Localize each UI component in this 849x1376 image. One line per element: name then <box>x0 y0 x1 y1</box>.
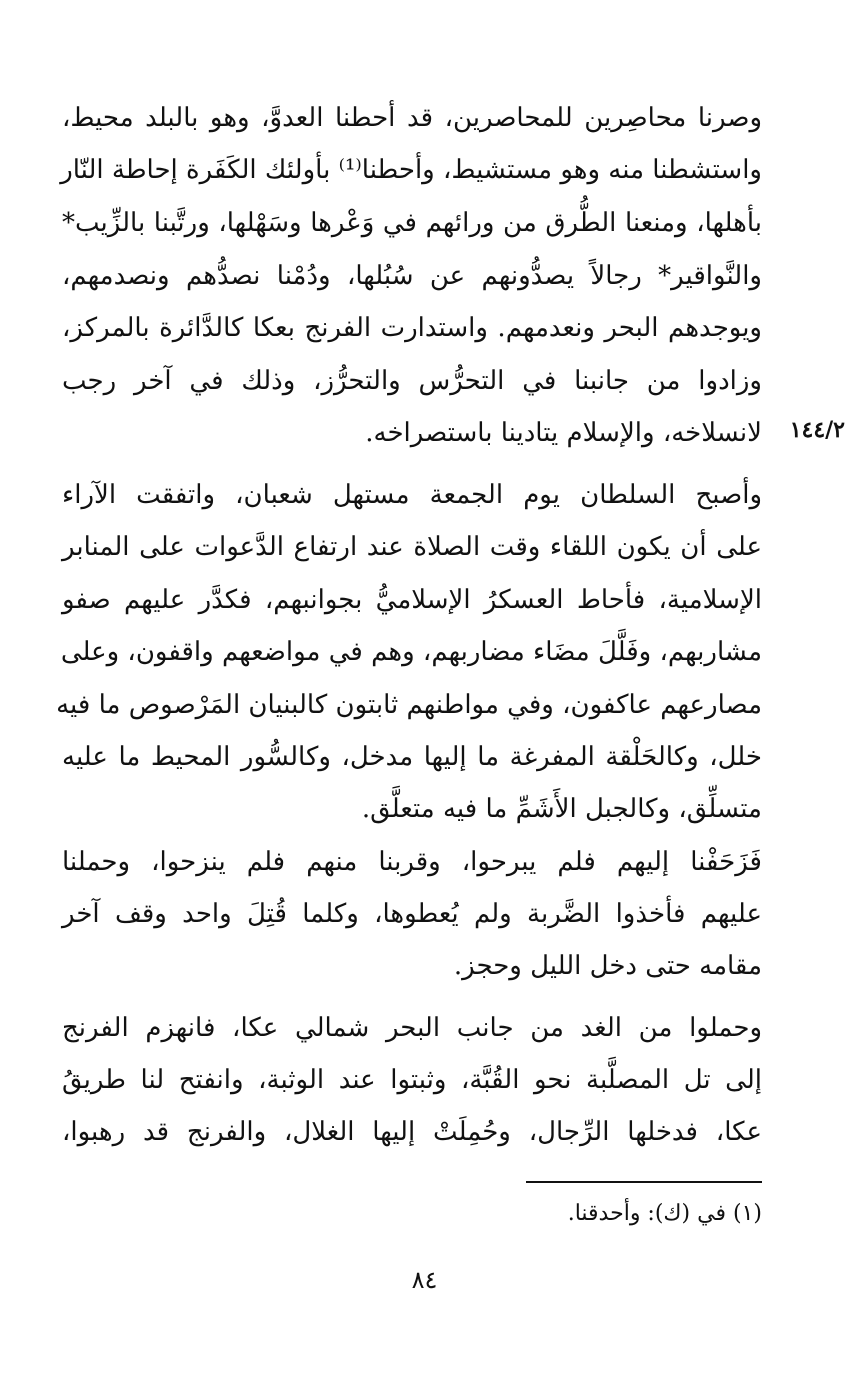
text-line: بأهلها، ومنعنا الطُّرق من ورائهم في وَعْرها وسَهْلها، ورتَّبنا بالزِّيب* <box>62 208 762 238</box>
text-line: ويوجدهم البحر ونعدمهم. واستدارت الفرنج بعكا كالدَّائرة بالمركز، <box>62 313 762 343</box>
text-line: إلى تل المصلَّبة نحو القُبَّة، وثبتوا عند الوثبة، وانفتح لنا طريقُ <box>62 1065 762 1095</box>
text-line: لانسلاخه، والإسلام يتادينا باستصراخه. <box>365 418 762 448</box>
text-line: وحملوا من الغد من جانب البحر شمالي عكا، فانهزم الفرنج <box>62 1013 762 1043</box>
text-line: والنَّواقير* رجالاً يصدُّونهم عن سُبُلها، ودُمْنا نصدُّهم ونصدمهم، <box>62 261 762 291</box>
text-line: مشاربهم، وفَلَّلَ مضَاء مضاربهم، وهم في مواضعهم واقفون، وعلى <box>60 637 762 667</box>
text-line: واستشطنا منه وهو مستشيط، وأحطنا⁽¹⁾ بأولئك الكَفَرة إحاطة النّار <box>60 155 762 185</box>
text-line: وزادوا من جانبنا في التحرُّس والتحرُّز، وذلك في آخر رجب <box>62 366 762 396</box>
text-line: عليهم فأخذوا الضَّربة ولم يُعطوها، وكلما قُتِلَ واحد وقف آخر <box>62 899 762 929</box>
text-line: وصرنا محاصِرين للمحاصرين، قد أحطنا العدوَّ، وهو بالبلد محيط، <box>62 103 762 133</box>
page-number: ٨٤ <box>411 1266 438 1294</box>
text-line: على أن يكون اللقاء وقت الصلاة عند ارتفاع الدَّعوات على المنابر <box>62 532 762 562</box>
text-line: فَزَحَفْنا إليهم فلم يبرحوا، وقربنا منهم فلم ينزحوا، وحملنا <box>62 847 762 877</box>
text-line: مقامه حتى دخل الليل وحجز. <box>453 951 762 981</box>
text-line: وأصبح السلطان يوم الجمعة مستهل شعبان، واتفقت الآراء <box>62 480 762 510</box>
text-line: عكا، فدخلها الرِّجال، وحُمِلَتْ إليها الغلال، والفرنج قد رهبوا، <box>62 1117 762 1147</box>
footnote: (١) في (ك): وأحدقنا. <box>567 1201 762 1226</box>
margin-reference: ١٤٤/٢ <box>789 417 845 443</box>
text-line: خلل، وكالحَلْقة المفرغة ما إليها مدخل، وكالسُّور المحيط ما عليه <box>62 742 762 772</box>
footnote-divider <box>526 1181 762 1183</box>
text-line: الإسلامية، فأحاط العسكرُ الإسلاميُّ بجوانبهم، فكدَّر عليهم صفو <box>62 585 762 615</box>
text-line: مصارعهم عاكفون، وفي مواطنهم ثابتون كالبنيان المَرْصوص ما فيه <box>56 690 762 720</box>
text-line: متسلِّق، وكالجبل الأَشَمِّ ما فيه متعلَّق. <box>361 794 762 824</box>
